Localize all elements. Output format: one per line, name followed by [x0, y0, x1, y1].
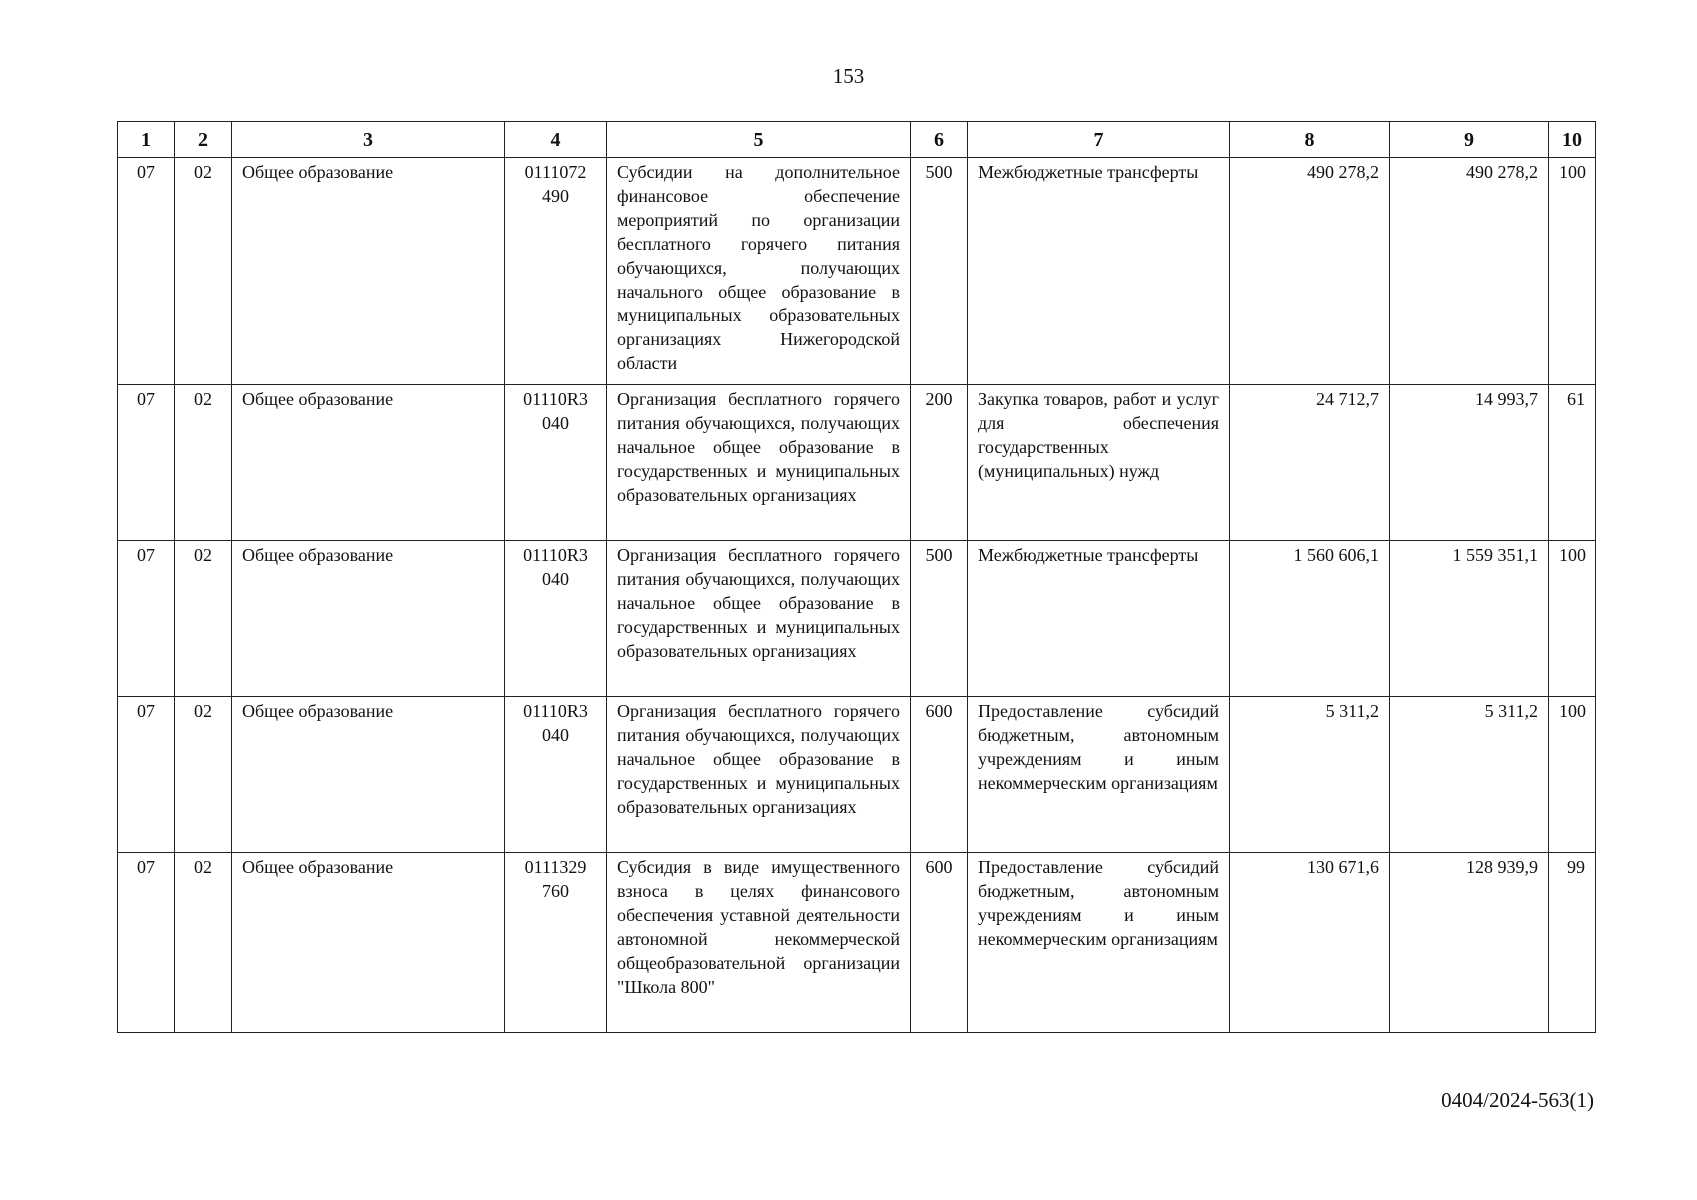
expense-description: Организация бесплатного горячего питания обучающихся, получающих начальное общее образование в государственных и муниципальных образовательных организациях — [607, 385, 911, 541]
expense-description: Субсидии на дополнительное финансовое обеспечение мероприятий по организации бесплатного горячего питания обучающихся, получающих начального общее образование в муниципальных образовательных организациях Нижегородской области — [607, 158, 911, 385]
subsection-code: 02 — [175, 541, 232, 697]
header-cell: 5 — [607, 122, 911, 158]
planned-amount: 130 671,6 — [1230, 853, 1390, 1033]
executed-amount: 1 559 351,1 — [1390, 541, 1549, 697]
execution-percent: 61 — [1549, 385, 1596, 541]
budget-table — [117, 121, 1596, 1033]
subsection-code: 02 — [175, 158, 232, 385]
section-name: Общее образование — [232, 697, 505, 853]
section-code: 07 — [118, 158, 175, 385]
target-article-code — [505, 158, 607, 385]
section-code: 07 — [118, 541, 175, 697]
target-article-code-part1: 01110R3 — [523, 545, 588, 565]
section-code: 07 — [118, 697, 175, 853]
table-row — [118, 158, 1596, 385]
header-cell: 3 — [232, 122, 505, 158]
expense-type-name: Закупка товаров, работ и услуг для обеспечения государственных (муниципальных) нужд — [968, 385, 1230, 541]
header-cell: 1 — [118, 122, 175, 158]
expense-type-code: 500 — [911, 541, 968, 697]
execution-percent: 99 — [1549, 853, 1596, 1033]
header-cell: 8 — [1230, 122, 1390, 158]
target-article-code — [505, 385, 607, 541]
table-row — [118, 853, 1596, 1033]
expense-type-name: Межбюджетные трансферты — [968, 158, 1230, 385]
table-row — [118, 541, 1596, 697]
header-cell: 2 — [175, 122, 232, 158]
planned-amount: 5 311,2 — [1230, 697, 1390, 853]
expense-description: Субсидия в виде имущественного взноса в целях финансового обеспечения уставной деятельности автономной некоммерческой общеобразовательной организации "Школа 800" — [607, 853, 911, 1033]
execution-percent: 100 — [1549, 158, 1596, 385]
planned-amount: 1 560 606,1 — [1230, 541, 1390, 697]
header-row — [118, 122, 1596, 158]
expense-type-code: 600 — [911, 697, 968, 853]
target-article-code-part2: 490 — [542, 185, 569, 206]
execution-percent: 100 — [1549, 697, 1596, 853]
section-code: 07 — [118, 853, 175, 1033]
page-number: 153 — [832, 64, 865, 88]
section-name: Общее образование — [232, 541, 505, 697]
header-cell: 7 — [968, 122, 1230, 158]
target-article-code-part2: 040 — [542, 412, 569, 433]
target-article-code — [505, 853, 607, 1033]
expense-type-code: 500 — [911, 158, 968, 385]
planned-amount: 24 712,7 — [1230, 385, 1390, 541]
target-article-code — [505, 541, 607, 697]
target-article-code-part2: 760 — [542, 880, 569, 901]
executed-amount: 5 311,2 — [1390, 697, 1549, 853]
target-article-code-part1: 01110R3 — [523, 389, 588, 409]
expense-type-name: Предоставление субсидий бюджетным, автономным учреждениям и иным некоммерческим организациям — [968, 853, 1230, 1033]
header-cell: 9 — [1390, 122, 1549, 158]
table-row — [118, 385, 1596, 541]
executed-amount: 14 993,7 — [1390, 385, 1549, 541]
section-name: Общее образование — [232, 853, 505, 1033]
document-id: 0404/2024-563(1) — [1441, 1088, 1594, 1112]
target-article-code-part2: 040 — [542, 568, 569, 589]
executed-amount: 490 278,2 — [1390, 158, 1549, 385]
target-article-code — [505, 697, 607, 853]
header-cell: 6 — [911, 122, 968, 158]
subsection-code: 02 — [175, 697, 232, 853]
subsection-code: 02 — [175, 853, 232, 1033]
target-article-code-part1: 01110R3 — [523, 701, 588, 721]
section-code: 07 — [118, 385, 175, 541]
planned-amount: 490 278,2 — [1230, 158, 1390, 385]
expense-type-code: 600 — [911, 853, 968, 1033]
subsection-code: 02 — [175, 385, 232, 541]
expense-description: Организация бесплатного горячего питания обучающихся, получающих начальное общее образование в государственных и муниципальных образовательных организациях — [607, 541, 911, 697]
section-name: Общее образование — [232, 385, 505, 541]
expense-description: Организация бесплатного горячего питания обучающихся, получающих начальное общее образование в государственных и муниципальных образовательных организациях — [607, 697, 911, 853]
table-row — [118, 697, 1596, 853]
expense-type-code: 200 — [911, 385, 968, 541]
execution-percent: 100 — [1549, 541, 1596, 697]
target-article-code-part1: 0111072 — [524, 162, 587, 182]
header-cell: 10 — [1549, 122, 1596, 158]
expense-type-name: Межбюджетные трансферты — [968, 541, 1230, 697]
header-cell: 4 — [505, 122, 607, 158]
expense-type-name: Предоставление субсидий бюджетным, автономным учреждениям и иным некоммерческим организациям — [968, 697, 1230, 853]
executed-amount: 128 939,9 — [1390, 853, 1549, 1033]
target-article-code-part1: 0111329 — [524, 857, 587, 877]
target-article-code-part2: 040 — [542, 724, 569, 745]
section-name: Общее образование — [232, 158, 505, 385]
